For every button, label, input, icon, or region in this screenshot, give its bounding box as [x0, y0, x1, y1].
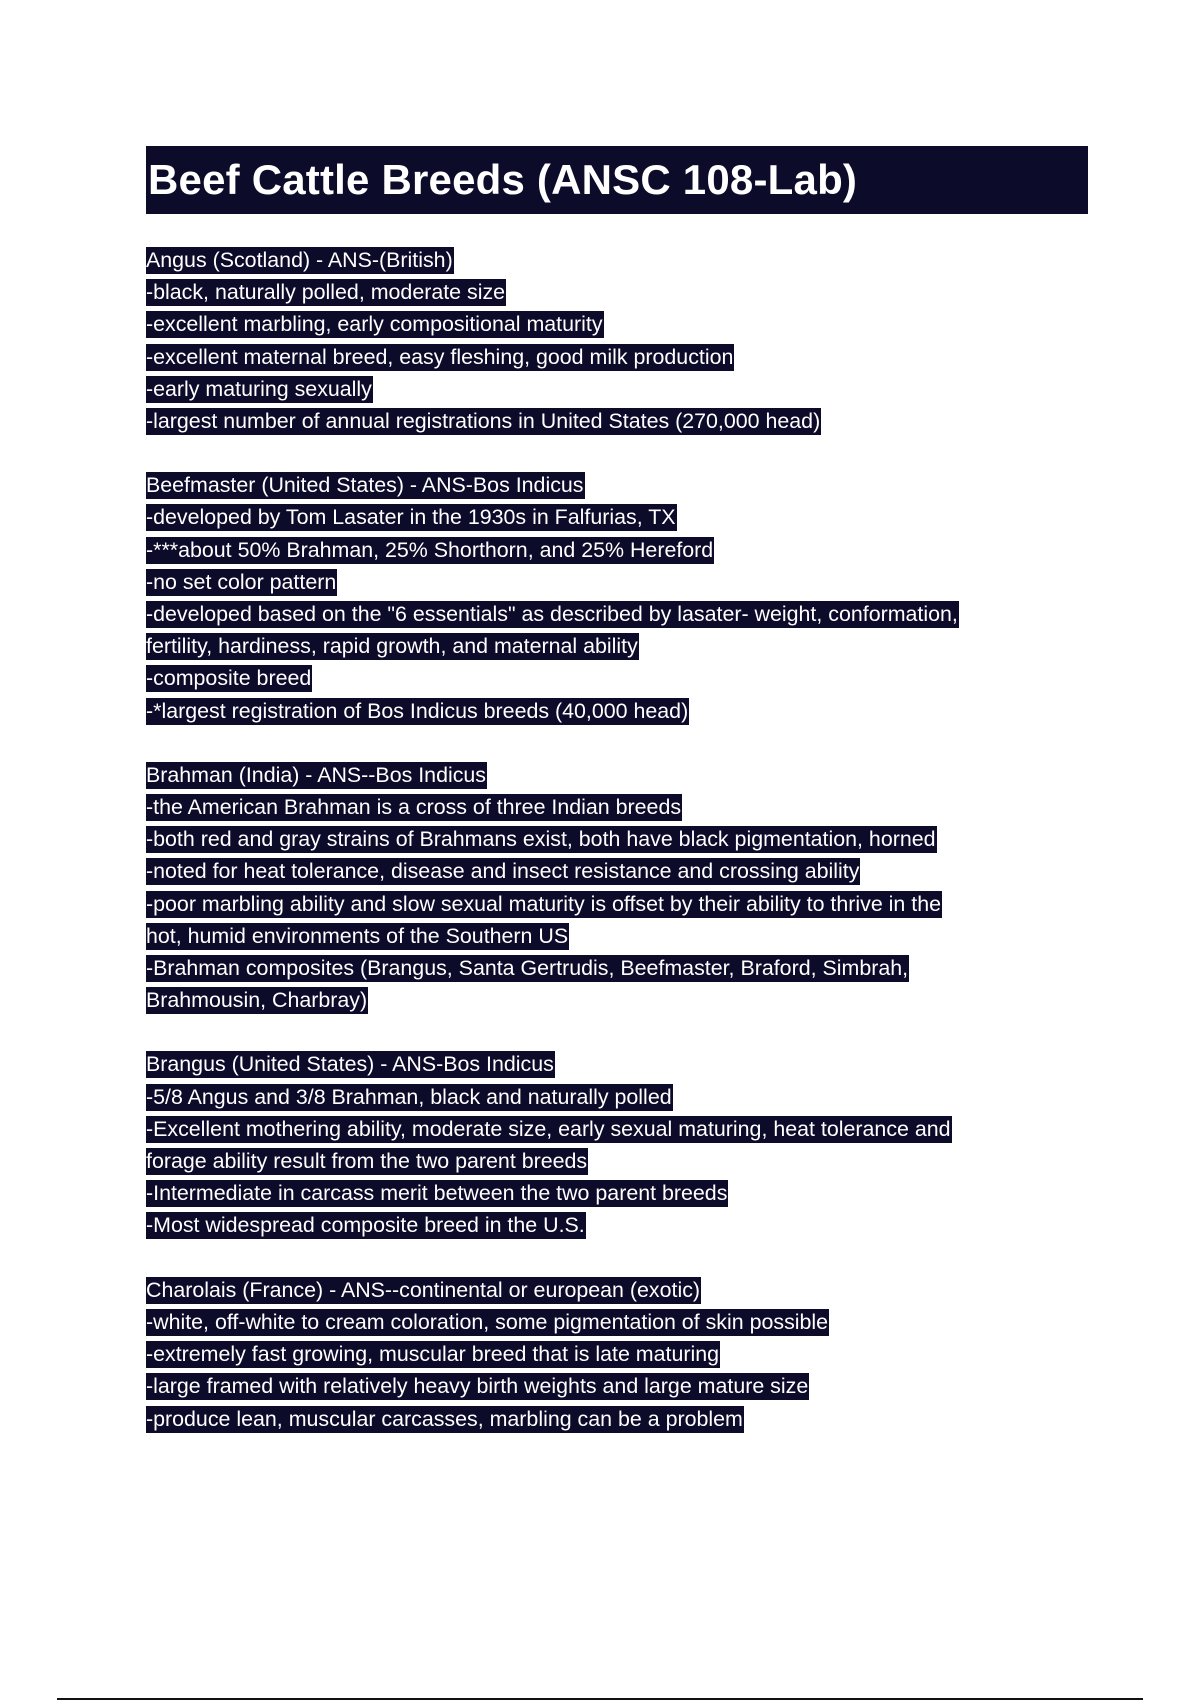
breed-note-line	[146, 823, 1088, 855]
breed-heading	[146, 1048, 1088, 1080]
highlighted-text: -developed by Tom Lasater in the 1930s in Falfurias, TX	[146, 505, 676, 530]
breed-heading	[146, 1274, 1088, 1306]
breed-section	[146, 759, 1088, 1017]
breed-note-line	[146, 662, 1088, 694]
highlighted-text: -no set color pattern	[146, 569, 337, 594]
breed-note-line	[146, 501, 1088, 533]
highlighted-text: -produce lean, muscular carcasses, marbling can be a problem	[146, 1406, 743, 1431]
breed-note-line	[146, 341, 1088, 373]
breed-note-line	[146, 920, 1088, 952]
breed-note-line	[146, 952, 1088, 984]
highlighted-text: -the American Brahman is a cross of three Indian breeds	[146, 795, 682, 820]
breed-note-line	[146, 791, 1088, 823]
breed-note-line	[146, 1177, 1088, 1209]
breed-note-line	[146, 1306, 1088, 1338]
highlighted-text: -white, off-white to cream coloration, some pigmentation of skin possible	[146, 1309, 829, 1334]
breed-section	[146, 244, 1088, 437]
highlighted-text: hot, humid environments of the Southern US	[146, 923, 569, 948]
title-bar	[146, 146, 1088, 214]
breed-note-line	[146, 276, 1088, 308]
breed-note-line	[146, 1338, 1088, 1370]
breed-note-line	[146, 405, 1088, 437]
document-page	[146, 146, 1088, 1467]
highlighted-text: -black, naturally polled, moderate size	[146, 280, 506, 305]
highlighted-text: -noted for heat tolerance, disease and insect resistance and crossing ability	[146, 859, 860, 884]
highlighted-text: -Most widespread composite breed in the U.S.	[146, 1213, 585, 1238]
highlighted-text: -both red and gray strains of Brahmans exist, both have black pigmentation, horned	[146, 827, 936, 852]
highlighted-text: -early maturing sexually	[146, 376, 372, 401]
breed-section	[146, 1274, 1088, 1435]
highlighted-text: -poor marbling ability and slow sexual maturity is offset by their ability to thrive in the	[146, 891, 941, 916]
breed-note-line	[146, 630, 1088, 662]
breed-note-line	[146, 598, 1088, 630]
highlighted-text: fertility, hardiness, rapid growth, and maternal ability	[146, 634, 638, 659]
breed-note-line	[146, 1081, 1088, 1113]
highlighted-text: -large framed with relatively heavy birth weights and large mature size	[146, 1374, 809, 1399]
highlighted-text: Beefmaster (United States) - ANS-Bos Indicus	[146, 473, 584, 498]
breed-heading	[146, 759, 1088, 791]
breed-section	[146, 1048, 1088, 1241]
breed-note-line	[146, 1145, 1088, 1177]
highlighted-text: -Excellent mothering ability, moderate size, early sexual maturing, heat tolerance and	[146, 1116, 951, 1141]
highlighted-text: -excellent maternal breed, easy fleshing, good milk production	[146, 344, 734, 369]
highlighted-text: -developed based on the "6 essentials" as described by lasater- weight, conformation,	[146, 602, 958, 627]
breed-note-line	[146, 308, 1088, 340]
breed-note-line	[146, 855, 1088, 887]
breed-note-line	[146, 566, 1088, 598]
highlighted-text: -***about 50% Brahman, 25% Shorthorn, and 25% Hereford	[146, 537, 714, 562]
breed-note-line	[146, 373, 1088, 405]
breed-section	[146, 469, 1088, 727]
highlighted-text: -composite breed	[146, 666, 312, 691]
breed-note-line	[146, 534, 1088, 566]
page-title: Beef Cattle Breeds (ANSC 108-Lab)	[148, 156, 858, 203]
highlighted-text: -Brahman composites (Brangus, Santa Gertrudis, Beefmaster, Braford, Simbrah,	[146, 956, 909, 981]
breed-heading	[146, 244, 1088, 276]
breed-note-line	[146, 1370, 1088, 1402]
highlighted-text: -extremely fast growing, muscular breed that is late maturing	[146, 1342, 720, 1367]
breed-note-line	[146, 1113, 1088, 1145]
breed-note-line	[146, 1209, 1088, 1241]
highlighted-text: forage ability result from the two parent breeds	[146, 1149, 588, 1174]
breed-heading	[146, 469, 1088, 501]
highlighted-text: -*largest registration of Bos Indicus breeds (40,000 head)	[146, 698, 689, 723]
highlighted-text: Brahmousin, Charbray)	[146, 988, 368, 1013]
breed-note-line	[146, 1403, 1088, 1435]
breed-note-line	[146, 888, 1088, 920]
highlighted-text: -Intermediate in carcass merit between the two parent breeds	[146, 1181, 728, 1206]
highlighted-text: Angus (Scotland) - ANS-(British)	[146, 248, 453, 272]
breed-note-line	[146, 984, 1088, 1016]
highlighted-text: -5/8 Angus and 3/8 Brahman, black and naturally polled	[146, 1084, 672, 1109]
highlighted-text: Brangus (United States) - ANS-Bos Indicus	[146, 1052, 554, 1077]
breed-sections	[146, 244, 1088, 1435]
highlighted-text: Brahman (India) - ANS--Bos Indicus	[146, 762, 487, 787]
highlighted-text: -largest number of annual registrations in United States (270,000 head)	[146, 409, 821, 434]
breed-note-line	[146, 695, 1088, 727]
highlighted-text: -excellent marbling, early compositional maturity	[146, 312, 603, 337]
highlighted-text: Charolais (France) - ANS--continental or european (exotic)	[146, 1277, 701, 1302]
